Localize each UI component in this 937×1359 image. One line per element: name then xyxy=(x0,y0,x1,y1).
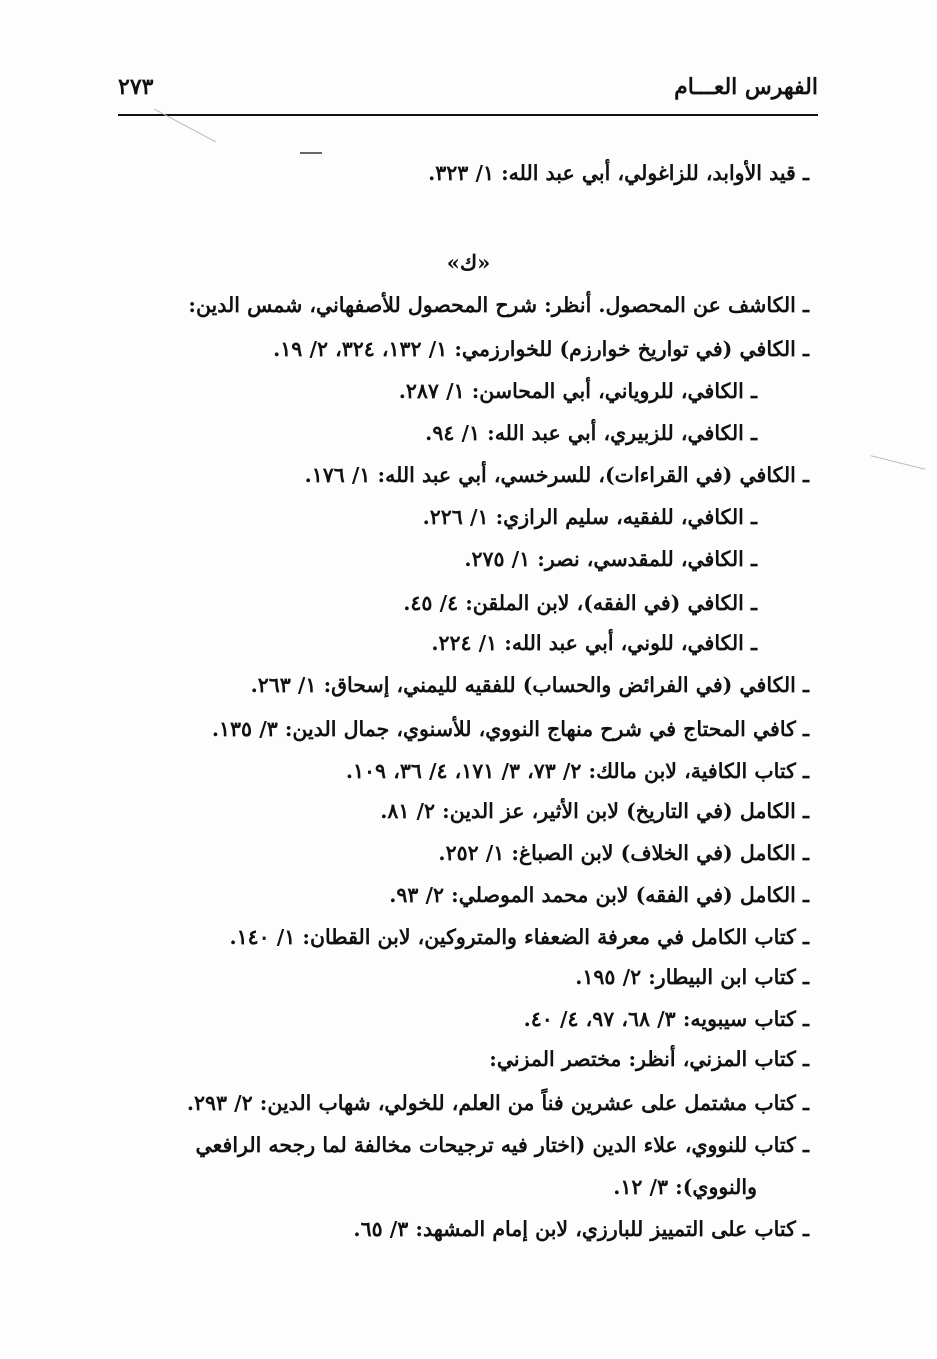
index-entry: ـ الكافي، للوني، أبي عبد الله: ١/ ٢٢٤. xyxy=(431,631,757,655)
index-entry: ـ الكافي، للزبيري، أبي عبد الله: ١/ ٩٤. xyxy=(425,421,757,445)
index-entry: ـ كافي المحتاج في شرح منهاج النووي، للأسنوي، جمال الدين: ٣/ ١٣٥. xyxy=(211,717,809,741)
index-entry: ـ الكافي (في الفرائض والحساب) للفقيه لليمني، إسحاق: ١/ ٢٦٣. xyxy=(250,673,809,697)
index-entry: ـ الكافي، للروياني، أبي المحاسن: ١/ ٢٨٧. xyxy=(398,379,757,403)
index-entry: ـ كتاب الكامل في معرفة الضعفاء والمتروكين، لابن القطان: ١/ ١٤٠. xyxy=(229,925,809,949)
index-entry: ـ الكافي (في تواريخ خوارزم) للخوارزمي: ١/ ١٣٢، ٣٢٤، ٢/ ١٩. xyxy=(273,337,809,361)
index-entry: ـ كتاب مشتمل على عشرين فناً من العلم، للخولي، شهاب الدين: ٢/ ٢٩٣. xyxy=(186,1091,809,1115)
index-entry-continuation: والنووي): ٣/ ١٢. xyxy=(613,1175,757,1199)
index-entry: ـ قيد الأوابد، للزاغولي، أبي عبد الله: ١/ ٣٢٣. xyxy=(428,161,809,185)
index-entry: ـ كتاب على التمييز للبارزي، لابن إمام المشهد: ٣/ ٦٥. xyxy=(353,1217,809,1241)
index-entry: ـ الكافي (في القراءات)، للسرخسي، أبي عبد الله: ١/ ١٧٦. xyxy=(304,463,809,487)
index-entry: ـ الكامل (في التاريخ) لابن الأثير، عز الدين: ٢/ ٨١. xyxy=(380,799,809,823)
index-entry: ـ الكامل (في الخلاف) لابن الصباغ: ١/ ٢٥٢. xyxy=(438,841,809,865)
index-entry: ـ الكافي (في الفقه)، لابن الملقن: ٤/ ٤٥. xyxy=(403,591,757,615)
index-entry: ـ الكافي، للمقدسي، نصر: ١/ ٢٧٥. xyxy=(464,547,757,571)
index-entry: ـ كتاب الكافية، لابن مالك: ٢/ ٧٣، ٣/ ١٧١، ٤/ ٣٦، ١٠٩. xyxy=(345,759,809,783)
section-letter: «ك» xyxy=(446,250,491,275)
index-entry: ـ الكاشف عن المحصول. أنظر: شرح المحصول للأصفهاني، شمس الدين: xyxy=(188,293,809,317)
index-entry: ـ كتاب المزني، أنظر: مختصر المزني: xyxy=(489,1047,809,1071)
page-number: ٢٧٣ xyxy=(118,74,154,100)
index-entry: ـ الكافي، للفقيه، سليم الرازي: ١/ ٢٢٦. xyxy=(422,505,757,529)
index-entry: ـ الكامل (في الفقه) لابن محمد الموصلي: ٢/ ٩٣. xyxy=(389,883,809,907)
running-title: الفهرس العـــام xyxy=(674,74,818,100)
index-entry: ـ كتاب ابن البيطار: ٢/ ١٩٥. xyxy=(575,965,809,989)
index-entry: ـ كتاب سيبويه: ٣/ ٦٨، ٩٧، ٤/ ٤٠. xyxy=(523,1007,809,1031)
index-entry: ـ كتاب للنووي، علاء الدين (اختار فيه ترجيحات مخالفة لما رجحه الرافعي xyxy=(195,1133,809,1157)
